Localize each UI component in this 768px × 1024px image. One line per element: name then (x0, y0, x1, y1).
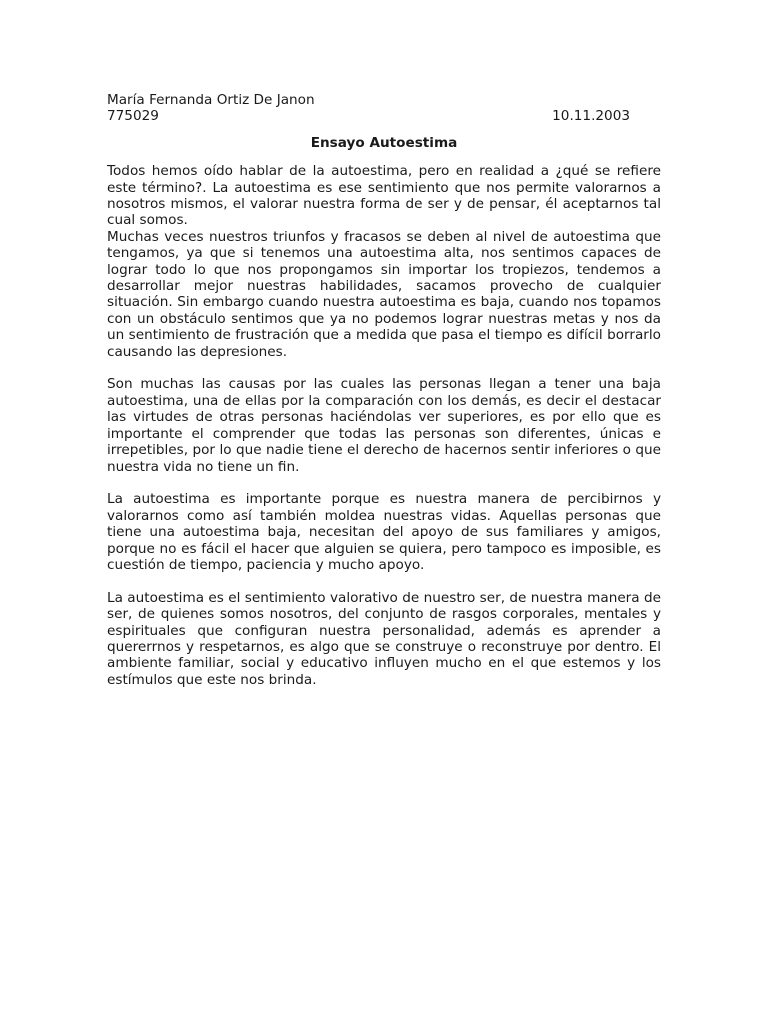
author-name: María Fernanda Ortiz De Janon (107, 92, 315, 108)
paragraph-definition: La autoestima es el sentimiento valorativo de nuestro ser, de nuestra manera de ser, de quienes somos nosotros, del conjunto de rasgos corporales, mentales y espirituales que configuran nuestra personalidad, además es aprender a quererrnos y respetarnos, es algo que se construye o reconstruye por dentro. El ambiente familiar, social y educativo influyen mucho en el que estemos y los estímulos que este nos brinda. (107, 589, 661, 688)
essay-date: 10.11.2003 (552, 108, 630, 125)
essay-title: Ensayo Autoestima (310, 134, 458, 151)
document-page (107, 92, 661, 688)
paragraph-causes: Son muchas las causas por las cuales las personas llegan a tener una baja autoestima, una de ellas por la comparación con los demás, es decir el destacar las virtudes de otras personas haciéndolas ver superiores, es por ello que es importante el comprender que todas las personas son diferentes, únicas e irrepetibles, por lo que nadie tiene el derecho de hacernos sentir inferiores o que nuestra vida no tiene un fin. (107, 376, 661, 475)
paragraph-importance: La autoestima es importante porque es nuestra manera de percibirnos y valorarnos como así también moldea nuestras vidas. Aquellas personas que tiene una autoestima baja, necesitan del apoyo de sus familiares y amigos, porque no es fácil el hacer que alguien se quiera, pero tampoco es imposible, es cuestión de tiempo, paciencia y mucho apoyo. (107, 491, 661, 573)
id-date-row (107, 108, 630, 124)
student-id: 775029 (107, 108, 159, 125)
paragraph-triumphs: Muchas veces nuestros triunfos y fracasos se deben al nivel de autoestima que tengamos, ya que si tenemos una autoestima alta, nos sentimos capaces de lograr todo lo que nos propongamos sin importar los tropiezos, tendemos a desarrollar mejor nuestras habilidades, sacamos provecho de cualquier situación. Sin embargo cuando nuestra autoestima es baja, cuando nos topamos con un obstáculo sentimos que ya no podemos lograr nuestras metas y nos da un sentimiento de frustración que a medida que pasa el tiempo es difícil borrarlo causando las depresiones. (107, 228, 661, 360)
paragraph-intro: Todos hemos oído hablar de la autoestima, pero en realidad a ¿qué se refiere este término?. La autoestima es ese sentimiento que nos permite valorarnos a nosotros mismos, el valorar nuestra forma de ser y de pensar, él aceptarnos tal cual somos. (107, 163, 661, 229)
